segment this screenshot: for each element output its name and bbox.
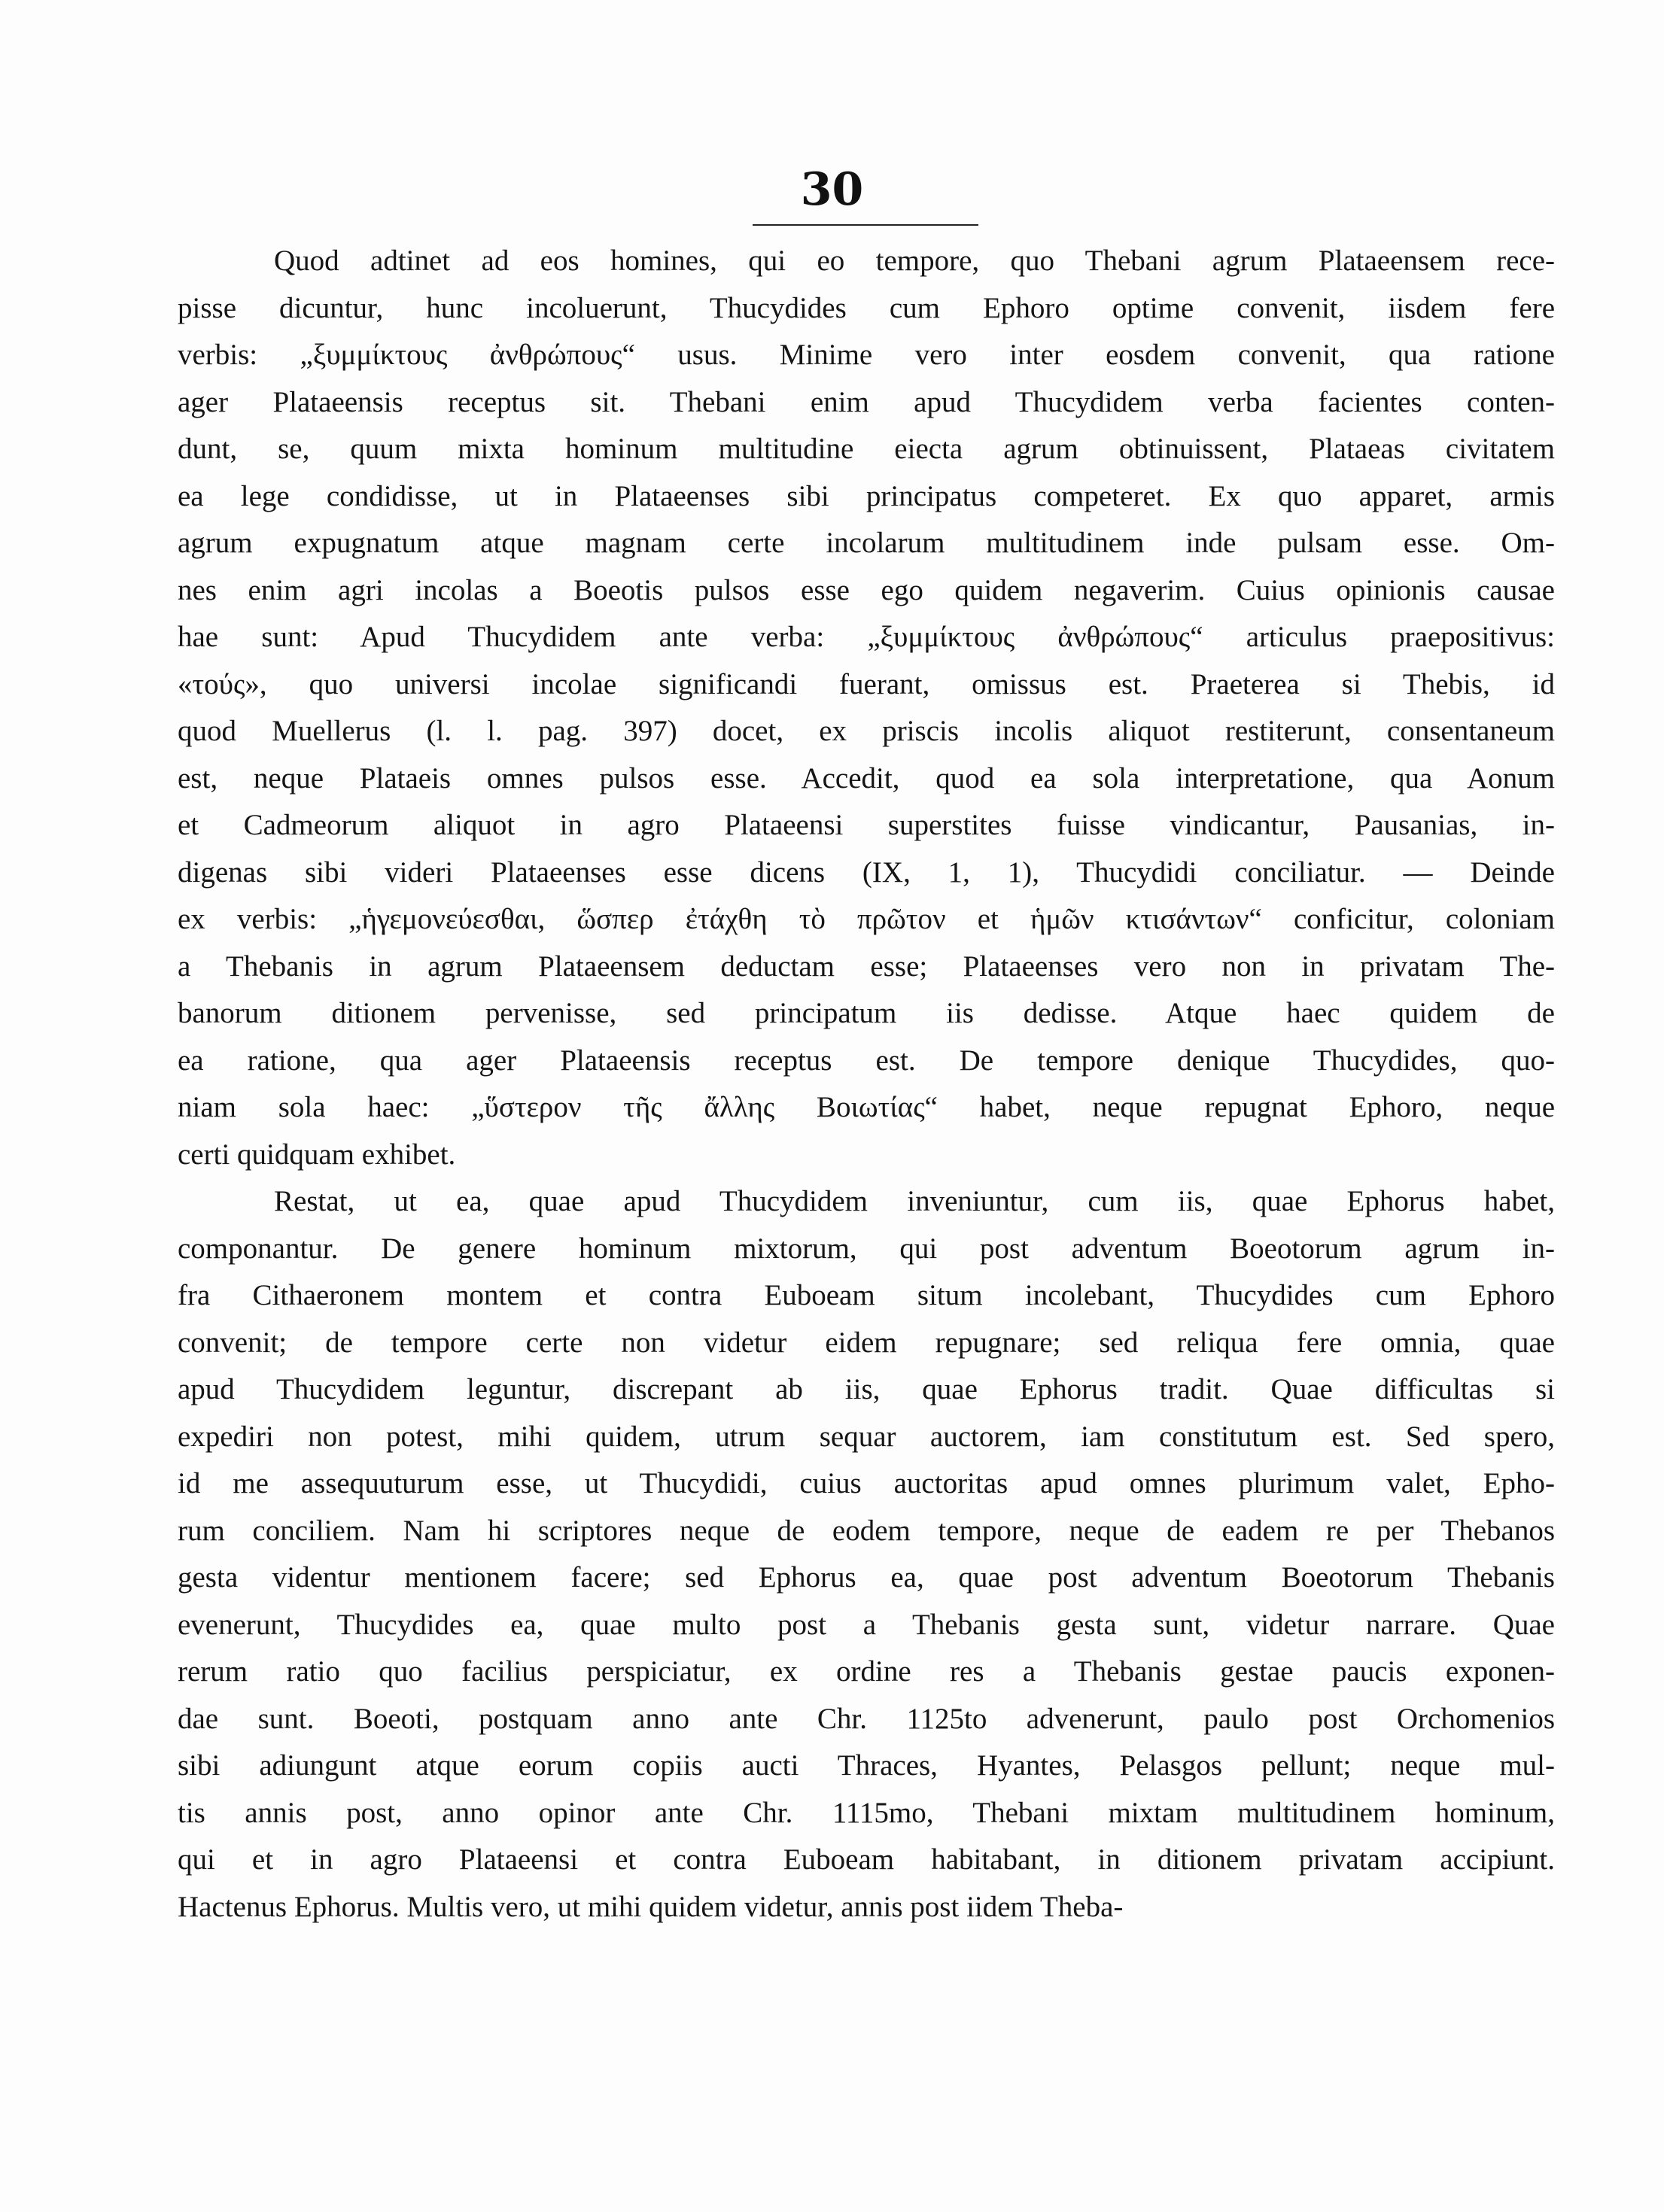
text-line: rerum ratio quo facilius perspiciatur, ex ordine res a Thebanis gestae paucis exponen- [178,1655,1555,1688]
text-line: digenas sibi videri Plataeenses esse dicens (IX, 1, 1), Thucydidi conciliatur. — Deinde [178,855,1555,889]
text-line: convenit; de tempore certe non videtur eidem repugnare; sed reliqua fere omnia, quae [178,1326,1555,1359]
text-line: «τούς», quo universi incolae significandi fuerant, omissus est. Praeterea si Thebis, id [178,667,1555,700]
text-line: certi quidquam exhibet. [178,1138,456,1171]
paragraph-1 [178,238,1555,1178]
text-line: a Thebanis in agrum Plataeensem deductam esse; Plataeenses vero non in privatam The- [178,950,1555,983]
text-line: evenerunt, Thucydides ea, quae multo post a Thebanis gesta sunt, videtur narrare. Quae [178,1608,1555,1641]
text-line: nes enim agri incolas a Boeotis pulsos esse ego quidem negaverim. Cuius opinionis causae [178,573,1555,606]
page-number: 30 [800,163,864,216]
text-line: ex verbis: „ἡγεμονεύεσθαι, ὥσπερ ἐτάχθη τὸ πρῶτον et ἡμῶν κτισάντων“ conficitur, coloniam [178,903,1555,935]
text-line: agrum expugnatum atque magnam certe incolarum multitudinem inde pulsam esse. Om- [178,527,1555,559]
text-line: ea lege condidisse, ut in Plataeenses sibi principatus competeret. Ex quo apparet, armis [178,479,1555,512]
text-line: est, neque Plataeis omnes pulsos esse. Accedit, quod ea sola interpretatione, qua Aonum [178,761,1555,795]
text-line: niam sola haec: „ὕστερον τῆς ἄλλης Βοιωτίας“ habet, neque repugnat Ephoro, neque [178,1091,1555,1123]
text-line: ager Plataeensis receptus sit. Thebani enim apud Thucydidem verba facientes conten- [178,385,1555,418]
text-line: dae sunt. Boeoti, postquam anno ante Chr. 1125to advenerunt, paulo post Orchomenios [178,1702,1555,1735]
paragraph-2 [178,1178,1555,1931]
text-line: pisse dicuntur, hunc incoluerunt, Thucydides cum Ephoro optime convenit, iisdem fere [178,291,1555,324]
body-text [178,238,1555,1931]
text-line: banorum ditionem pervenisse, sed principatum iis dedisse. Atque haec quidem de [178,997,1555,1029]
text-line: apud Thucydidem leguntur, discrepant ab iis, quae Ephorus tradit. Quae difficultas si [178,1373,1555,1405]
text-line: et Cadmeorum aliquot in agro Plataeensi superstites fuisse vindicantur, Pausanias, in- [178,809,1555,841]
text-line: hae sunt: Apud Thucydidem ante verba: „ξυμμίκτους ἀνθρώπους“ articulus praepositivus: [178,621,1555,653]
text-line: qui et in agro Plataeensi et contra Euboeam habitabant, in ditionem privatam accipiunt. [178,1843,1555,1876]
text-line: tis annis post, anno opinor ante Chr. 1115mo, Thebani mixtam multitudinem hominum, [178,1796,1555,1829]
text-line: Restat, ut ea, quae apud Thucydidem inveniuntur, cum iis, quae Ephorus habet, [274,1185,1555,1217]
text-line: fra Cithaeronem montem et contra Euboeam situm incolebant, Thucydides cum Ephoro [178,1279,1555,1311]
text-line: sibi adiungunt atque eorum copiis aucti Thraces, Hyantes, Pelasgos pellunt; neque mul- [178,1749,1555,1782]
text-line: expediri non potest, mihi quidem, utrum sequar auctorem, iam constitutum est. Sed spero, [178,1420,1555,1453]
text-line: gesta videntur mentionem facere; sed Ephorus ea, quae post adventum Boeotorum Thebanis [178,1561,1555,1594]
text-line: componantur. De genere hominum mixtorum, qui post adventum Boeotorum agrum in- [178,1232,1555,1265]
text-line: rum conciliem. Nam hi scriptores neque de eodem tempore, neque de eadem re per Thebanos [178,1514,1555,1547]
page-number-rule [753,224,978,226]
text-line: Quod adtinet ad eos homines, qui eo tempore, quo Thebani agrum Plataeensem rece- [274,245,1555,277]
text-line: dunt, se, quum mixta hominum multitudine eiecta agrum obtinuissent, Plataeas civitatem [178,433,1555,465]
text-line: verbis: „ξυμμίκτους ἀνθρώπους“ usus. Minime vero inter eosdem convenit, qua ratione [178,339,1555,371]
text-line: quod Muellerus (l. l. pag. 397) docet, ex priscis incolis aliquot restiterunt, consentaneum [178,715,1555,747]
text-line: ea ratione, qua ager Plataeensis receptus est. De tempore denique Thucydides, quo- [178,1044,1555,1077]
text-line: Hactenus Ephorus. Multis vero, ut mihi quidem videtur, annis post iidem Theba- [178,1890,1124,1923]
text-line: id me assequuturum esse, ut Thucydidi, cuius auctoritas apud omnes plurimum valet, Epho- [178,1467,1555,1499]
